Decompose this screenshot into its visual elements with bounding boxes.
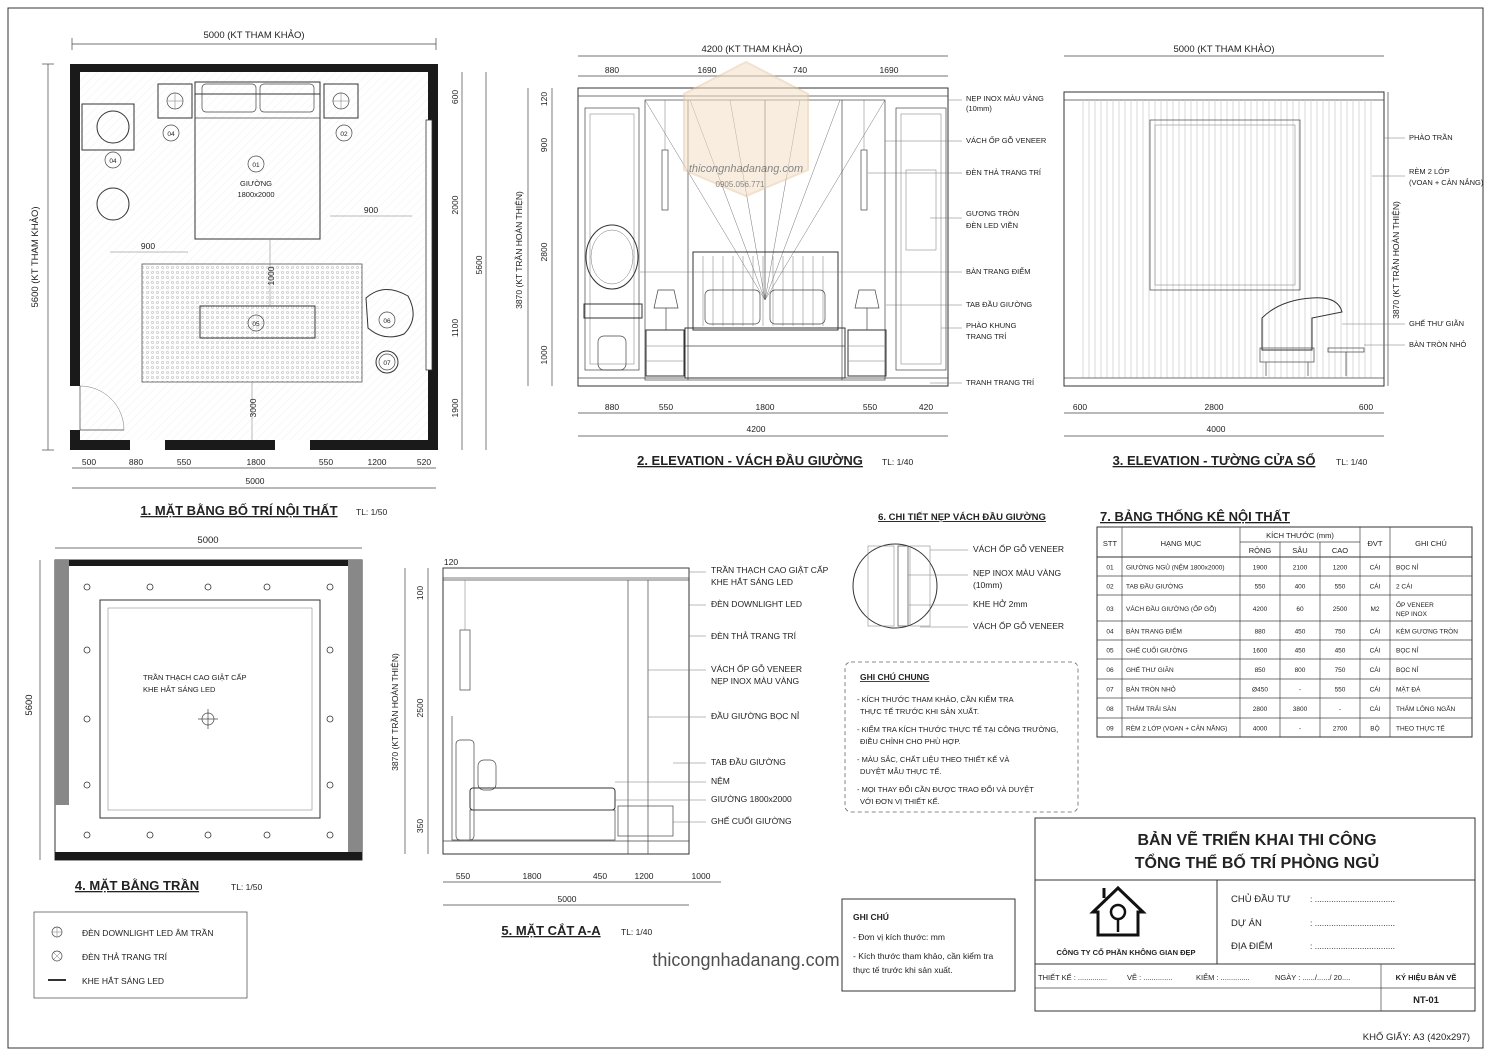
plan-bottom-dim-7: 520	[416, 457, 432, 467]
plan-left-dim: 5600 (KT THAM KHẢO)	[30, 206, 41, 308]
table-cell-unit: M2	[1370, 606, 1380, 613]
general-note-line-8: VỚI ĐƠN VỊ THIẾT KẾ.	[860, 797, 940, 806]
elev2-callout-8: TAB ĐẦU GIƯỜNG	[966, 300, 1033, 309]
legend-item-1: ĐÈN DOWNLIGHT LED ÂM TRẦN	[82, 928, 214, 938]
plan-title: 1. MẶT BẰNG BỐ TRÍ NỘI THẤT	[140, 503, 338, 518]
table-cell-item: TAB ĐẦU GIƯỜNG	[1126, 583, 1184, 591]
notes-box-line-1: - Đơn vị kích thước: mm	[853, 932, 945, 942]
detail-callout-3: (10mm)	[973, 580, 1003, 590]
table-cell-note: THEO THỰC TẾ	[1396, 725, 1445, 733]
ceiling-top-dim: 5000	[197, 535, 219, 546]
general-note-line-2: THỰC TẾ TRƯỚC KHI SẢN XUẤT.	[860, 707, 979, 716]
ceiling-legend	[34, 912, 247, 998]
table-cell-unit: CÁI	[1369, 583, 1381, 591]
project-value: : ..................................	[1310, 918, 1396, 928]
elev2-title: 2. ELEVATION - VÁCH ĐẦU GIƯỜNG	[637, 453, 863, 468]
table-cell-h: 550	[1334, 583, 1346, 591]
table-cell-note: 2 CÁI	[1396, 583, 1413, 591]
company-name: CÔNG TY CỔ PHẦN KHÔNG GIAN ĐẸP	[1056, 948, 1196, 957]
elev2-scale: TL: 1/40	[882, 457, 914, 467]
table-cell-stt: 08	[1106, 706, 1114, 713]
ceiling-plan	[24, 535, 362, 893]
detail-callout-5: VÁCH ỐP GỖ VENEER	[973, 621, 1065, 631]
table-cell-d: 3800	[1292, 706, 1308, 713]
table-cell-h: 1200	[1332, 564, 1348, 572]
table-cell-unit: CÁI	[1369, 647, 1381, 655]
general-note-line-7: - MỌI THAY ĐỔI CẦN ĐƯỢC TRAO ĐỔI VÀ DUYỆT	[857, 785, 1034, 794]
elev3-callout-1: PHÀO TRẦN	[1409, 133, 1453, 142]
plan-bottom-dim-5: 550	[318, 457, 334, 467]
elev2-bottom-dim-5: 420	[918, 402, 934, 412]
furniture-table	[1097, 509, 1472, 737]
general-note-line-4: ĐIỀU CHỈNH CHO PHÙ HỢP.	[860, 737, 961, 746]
elev2-callout-6: ĐÈN LED VIỀN	[966, 221, 1019, 230]
table-cell-unit: CÁI	[1369, 564, 1381, 572]
table-cell-stt: 02	[1106, 583, 1114, 591]
table-cell-unit: BỘ	[1370, 725, 1380, 733]
drawing-code: NT-01	[1413, 995, 1439, 1006]
table-head-item: HẠNG MỤC	[1160, 539, 1202, 548]
section-callout-4: ĐÈN THẢ TRANG TRÍ	[711, 631, 797, 641]
table-title: 7. BẢNG THỐNG KÊ NỘI THẤT	[1100, 509, 1290, 524]
table-cell-note2: NẸP INOX	[1396, 611, 1427, 618]
elev3-scale: TL: 1/40	[1336, 457, 1368, 467]
detail-trim	[853, 511, 1064, 631]
detail-callout-2: NẸP INOX MÀU VÀNG	[973, 568, 1062, 578]
section-callout-9: NỆM	[711, 776, 730, 786]
section-left-dim-1: 120	[443, 557, 459, 567]
title-line-2: TỔNG THỂ BỐ TRÍ PHÒNG NGỦ	[1134, 855, 1380, 872]
table-head-note: GHI CHÚ	[1415, 539, 1447, 548]
table-cell-h: 550	[1334, 686, 1346, 694]
detail-callout-1: VÁCH ỐP GỖ VENEER	[973, 544, 1065, 554]
general-notes	[845, 662, 1078, 812]
table-cell-w: 4200	[1252, 606, 1268, 613]
table-cell-note: BỌC NỈ	[1396, 564, 1419, 572]
general-notes-title: GHI CHÚ CHUNG	[860, 672, 930, 682]
detail-callout-4: KHE HỞ 2mm	[973, 599, 1028, 609]
pendant-light-icon	[52, 951, 62, 961]
table-cell-note: KÈM GƯƠNG TRÒN	[1396, 628, 1458, 636]
plan-right-dim-2: 2000	[450, 195, 460, 215]
table-cell-note: MẶT ĐÁ	[1396, 686, 1421, 694]
elev3-bottom-dim-3: 600	[1358, 402, 1374, 412]
investor-value: : ..................................	[1310, 894, 1396, 904]
plan-inner-dim-4: 3000	[248, 398, 258, 418]
table-cell-h: 750	[1334, 667, 1346, 674]
table-cell-w: 4000	[1252, 725, 1268, 733]
plan-top-dim: 5000 (KT THAM KHẢO)	[203, 30, 305, 41]
elev2-top-dim-3: 740	[792, 65, 808, 75]
ceiling-label-1: TRẦN THẠCH CAO GIẬT CẤP	[143, 673, 247, 682]
table-cell-stt: 03	[1106, 606, 1114, 613]
elev2-left-dim-4: 1000	[539, 345, 549, 365]
table-cell-note: THẢM LÔNG NGẮN	[1396, 706, 1456, 713]
downlight-icon	[52, 927, 62, 937]
elev2-callout-7: BÀN TRANG ĐIỂM	[966, 267, 1031, 276]
table-cell-note: BỌC NỈ	[1396, 667, 1419, 674]
table-cell-h: 750	[1334, 628, 1346, 636]
svg-text:04: 04	[167, 131, 175, 138]
section-left-dim-3: 2500	[415, 698, 425, 718]
section-bottom-dim-2: 1800	[522, 871, 542, 881]
section-aa	[390, 557, 829, 938]
section-callout-3: ĐÈN DOWNLIGHT LED	[711, 599, 802, 609]
plan-bottom-dim-4: 1800	[246, 457, 266, 467]
elev2-bottom-dim-3: 1800	[755, 402, 775, 412]
elevation-window	[1064, 43, 1484, 468]
elev2-left-dim-2: 900	[539, 137, 549, 153]
section-left-dim-4: 350	[415, 818, 425, 834]
general-note-line-6: DUYỆT MẪU THỰC TẾ.	[860, 767, 942, 776]
notes-box	[842, 899, 1015, 991]
project-label: DỰ ÁN	[1231, 918, 1262, 929]
section-callout-2: KHE HẮT SÁNG LED	[711, 577, 794, 587]
plan-bottom-dim-6: 1200	[367, 457, 387, 467]
table-cell-w: 850	[1254, 667, 1266, 674]
table-cell-stt: 06	[1106, 667, 1114, 674]
table-cell-d: -	[1298, 725, 1302, 733]
plan-bottom-dim-1: 500	[81, 457, 97, 467]
plan-right-dim-3: 5600	[474, 255, 484, 275]
elev3-bottom-total: 4000	[1206, 424, 1226, 434]
drawing-code-label: KÝ HIỆU BẢN VẼ	[1395, 973, 1457, 982]
elev2-callout-11: TRANH TRANG TRÍ	[966, 378, 1035, 387]
table-cell-h: 2700	[1332, 725, 1348, 733]
plan-inner-dim-3: 1000	[266, 266, 276, 286]
title-line-1: BẢN VẼ TRIỂN KHAI THI CÔNG	[1137, 832, 1377, 849]
table-cell-unit: CÁI	[1369, 686, 1381, 694]
elev2-bottom-dim-4: 550	[862, 402, 878, 412]
elev3-top-total: 5000 (KT THAM KHẢO)	[1173, 44, 1275, 55]
elev2-left-total: 3870 (KT TRẦN HOÀN THIỆN)	[514, 191, 524, 309]
table-cell-stt: 07	[1106, 686, 1114, 694]
watermark-brand: thicongnhadanang.com	[688, 163, 804, 175]
floor-plan	[29, 29, 486, 518]
table-cell-h: -	[1338, 706, 1342, 713]
table-cell-w: 1600	[1252, 647, 1268, 655]
section-callout-5: VÁCH ỐP GỖ VENEER	[711, 664, 803, 674]
elev3-callout-5: BÀN TRÒN NHỎ	[1409, 340, 1467, 349]
table-cell-item: GHẾ CUỐI GIƯỜNG	[1126, 647, 1188, 655]
elev3-bottom-dim-1: 600	[1072, 402, 1088, 412]
table-cell-h: 2500	[1332, 606, 1348, 613]
checker-field: KIỂM : ..............	[1196, 973, 1250, 982]
table-cell-unit: CÁI	[1369, 706, 1381, 713]
table-head-d: SÂU	[1292, 546, 1308, 555]
elev2-left-dim-1: 120	[539, 91, 549, 107]
elev3-title: 3. ELEVATION - TƯỜNG CỬA SỔ	[1112, 453, 1316, 468]
section-callout-7: ĐẦU GIƯỜNG BỌC NỈ	[711, 711, 800, 721]
section-title: 5. MẶT CẮT A-A	[501, 923, 601, 938]
table-cell-item: BÀN TRÒN NHỎ	[1126, 686, 1176, 694]
section-callout-1: TRẦN THẠCH CAO GIẬT CẤP	[711, 565, 829, 575]
table-cell-item: GIƯỜNG NGỦ (NỆM 1800x2000)	[1126, 564, 1225, 572]
section-left-dim-2: 100	[415, 585, 425, 601]
plan-right-dim-1: 600	[450, 89, 460, 105]
watermark-phone: 0905.056.771	[715, 180, 765, 189]
table-head-size: KÍCH THƯỚC (mm)	[1266, 531, 1334, 540]
table-cell-d: 2100	[1292, 564, 1308, 572]
table-cell-w: 550	[1254, 583, 1266, 591]
table-cell-w: Ø450	[1252, 686, 1268, 694]
table-cell-stt: 05	[1106, 647, 1114, 655]
elev2-top-dim-2: 1690	[697, 65, 717, 75]
ceiling-left-dim: 5600	[24, 694, 35, 716]
table-head-w: RỘNG	[1248, 546, 1272, 555]
table-cell-stt: 01	[1106, 564, 1114, 572]
section-scale: TL: 1/40	[621, 927, 653, 937]
elev2-top-dim-4: 1690	[879, 65, 899, 75]
designer-field: THIẾT KẾ : ..............	[1038, 973, 1108, 982]
elev2-callout-4: ĐÈN THẢ TRANG TRÍ	[966, 168, 1042, 177]
plan-inner-dim-2: 900	[140, 241, 156, 251]
svg-text:06: 06	[383, 318, 391, 325]
table-head-h: CAO	[1331, 546, 1349, 555]
table-cell-item: BÀN TRANG ĐIỂM	[1126, 628, 1182, 636]
table-cell-h: 450	[1334, 647, 1346, 655]
general-note-line-5: - MÀU SẮC, CHẤT LIỆU THEO THIẾT KẾ VÀ	[857, 755, 1010, 764]
watermark-url: thicongnhadanang.com	[652, 950, 840, 970]
title-block	[1035, 818, 1475, 1011]
svg-text:01: 01	[252, 162, 260, 169]
elev3-callout-3: (VOAN + CẢN NẮNG)	[1409, 178, 1484, 187]
ceiling-title: 4. MẶT BẰNG TRẦN	[74, 878, 200, 893]
paper-size: KHỔ GIẤY: A3 (420x297)	[1362, 1032, 1470, 1043]
notes-box-line-2: - Kích thước tham khảo, cần kiểm tra	[853, 951, 994, 961]
location-value: : ..................................	[1310, 941, 1396, 951]
date-field: NGÀY : ....../....../ 20....	[1275, 973, 1351, 982]
plan-inner-dim-1: 900	[363, 205, 379, 215]
elev3-callout-4: GHẾ THƯ GIÃN	[1409, 319, 1465, 328]
table-body	[1106, 563, 1458, 733]
plan-right-dim-5: 1900	[450, 398, 460, 418]
plan-scale: TL: 1/50	[356, 507, 388, 517]
detail-title: 6. CHI TIẾT NẸP VÁCH ĐẦU GIƯỜNG	[878, 512, 1046, 523]
table-cell-item: RÈM 2 LỚP (VOAN + CẢN NẮNG)	[1126, 725, 1228, 733]
table-cell-w: 1900	[1252, 564, 1268, 572]
elev2-top-total: 4200 (KT THAM KHẢO)	[701, 44, 803, 55]
section-bottom-dim-5: 1000	[691, 871, 711, 881]
section-callout-11: GHẾ CUỐI GIƯỜNG	[711, 816, 792, 826]
section-bottom-total: 5000	[557, 894, 577, 904]
section-bottom-dim-3: 450	[592, 871, 608, 881]
table-cell-note: ỐP VENEER	[1396, 602, 1434, 609]
elev2-top-dim-1: 880	[604, 65, 620, 75]
section-bottom-dim-1: 550	[455, 871, 471, 881]
table-cell-item: VÁCH ĐẦU GIƯỜNG (ỐP GỖ)	[1126, 606, 1217, 613]
table-cell-d: 800	[1294, 667, 1306, 674]
table-cell-d: 60	[1296, 606, 1304, 613]
table-cell-w: 2800	[1252, 706, 1268, 713]
elev2-bottom-dim-1: 880	[604, 402, 620, 412]
section-callout-10: GIƯỜNG 1800x2000	[711, 794, 792, 804]
table-cell-w: 880	[1254, 628, 1266, 636]
notes-box-line-3: thực tế trước khi sản xuất.	[853, 965, 953, 975]
section-callout-6: NẸP INOX MÀU VÀNG	[711, 676, 800, 686]
svg-text:02: 02	[340, 131, 348, 138]
svg-text:07: 07	[383, 360, 391, 367]
general-note-line-3: - KIỂM TRA KÍCH THƯỚC THỰC TẾ TẠI CÔNG TRƯỜNG,	[857, 725, 1059, 734]
section-left-total: 3870 (KT TRẦN HOÀN THIỆN)	[390, 653, 400, 771]
drawer-field: VẼ : ..............	[1127, 973, 1173, 982]
location-label: ĐỊA ĐIỂM	[1231, 941, 1273, 952]
elev2-callout-10: TRANG TRÍ	[966, 332, 1007, 341]
table-cell-unit: CÁI	[1369, 667, 1381, 674]
plan-right-dim-4: 1100	[450, 318, 460, 338]
section-bottom-dim-4: 1200	[634, 871, 654, 881]
ceiling-scale: TL: 1/50	[231, 882, 263, 892]
general-note-line-1: - KÍCH THƯỚC THAM KHẢO, CẦN KIỂM TRA	[857, 695, 1014, 704]
notes-box-title: GHI CHÚ	[853, 912, 889, 922]
elev2-callout-3: VÁCH ỐP GỖ VENEER	[966, 136, 1047, 145]
table-cell-stt: 09	[1106, 725, 1114, 733]
company-logo-icon	[1093, 888, 1143, 935]
elev3-callout-2: RÈM 2 LỚP	[1409, 167, 1450, 176]
elev2-bottom-total: 4200	[746, 424, 766, 434]
plan-bottom-dim-2: 880	[128, 457, 144, 467]
elev3-bottom-dim-2: 2800	[1204, 402, 1224, 412]
table-cell-d: 400	[1294, 583, 1306, 591]
watermark	[684, 62, 808, 196]
plan-bottom-total: 5000	[245, 476, 265, 486]
elev2-callout-2: (10mm)	[966, 104, 992, 113]
table-cell-item: THẢM TRẢI SÀN	[1126, 706, 1177, 713]
table-cell-item: GHẾ THƯ GIÃN	[1126, 667, 1174, 674]
legend-item-2: ĐÈN THẢ TRANG TRÍ	[82, 952, 168, 962]
elev2-left-dim-3: 2800	[539, 242, 549, 262]
plan-bottom-dim-3: 550	[176, 457, 192, 467]
svg-text:05: 05	[252, 321, 260, 328]
table-cell-stt: 04	[1106, 628, 1114, 636]
section-callout-8: TAB ĐẦU GIƯỜNG	[711, 757, 786, 767]
table-cell-d: 450	[1294, 647, 1306, 655]
svg-text:04: 04	[109, 158, 117, 165]
elev3-right-total: 3870 (KT TRẦN HOÀN THIỆN)	[1391, 201, 1401, 319]
bed-label: GIƯỜNG	[239, 179, 273, 188]
elev2-callout-5: GƯƠNG TRÒN	[966, 209, 1020, 218]
table-cell-d: -	[1298, 686, 1302, 694]
table-cell-d: 450	[1294, 628, 1306, 636]
table-head-stt: STT	[1102, 539, 1118, 548]
elev2-bottom-dim-2: 550	[658, 402, 674, 412]
ceiling-label-2: KHE HẮT SÁNG LED	[143, 685, 216, 694]
elev2-callout-1: NẸP INOX MÀU VÀNG	[966, 94, 1044, 103]
investor-label: CHỦ ĐẦU TƯ	[1231, 894, 1291, 905]
bed-size: 1800x2000	[237, 190, 275, 199]
elev2-callout-9: PHÀO KHUNG	[966, 321, 1017, 330]
table-cell-note: BỌC NỈ	[1396, 647, 1419, 655]
legend-item-3: KHE HẮT SÁNG LED	[82, 976, 165, 986]
table-cell-unit: CÁI	[1369, 628, 1381, 636]
table-head-unit: ĐVT	[1367, 539, 1383, 548]
